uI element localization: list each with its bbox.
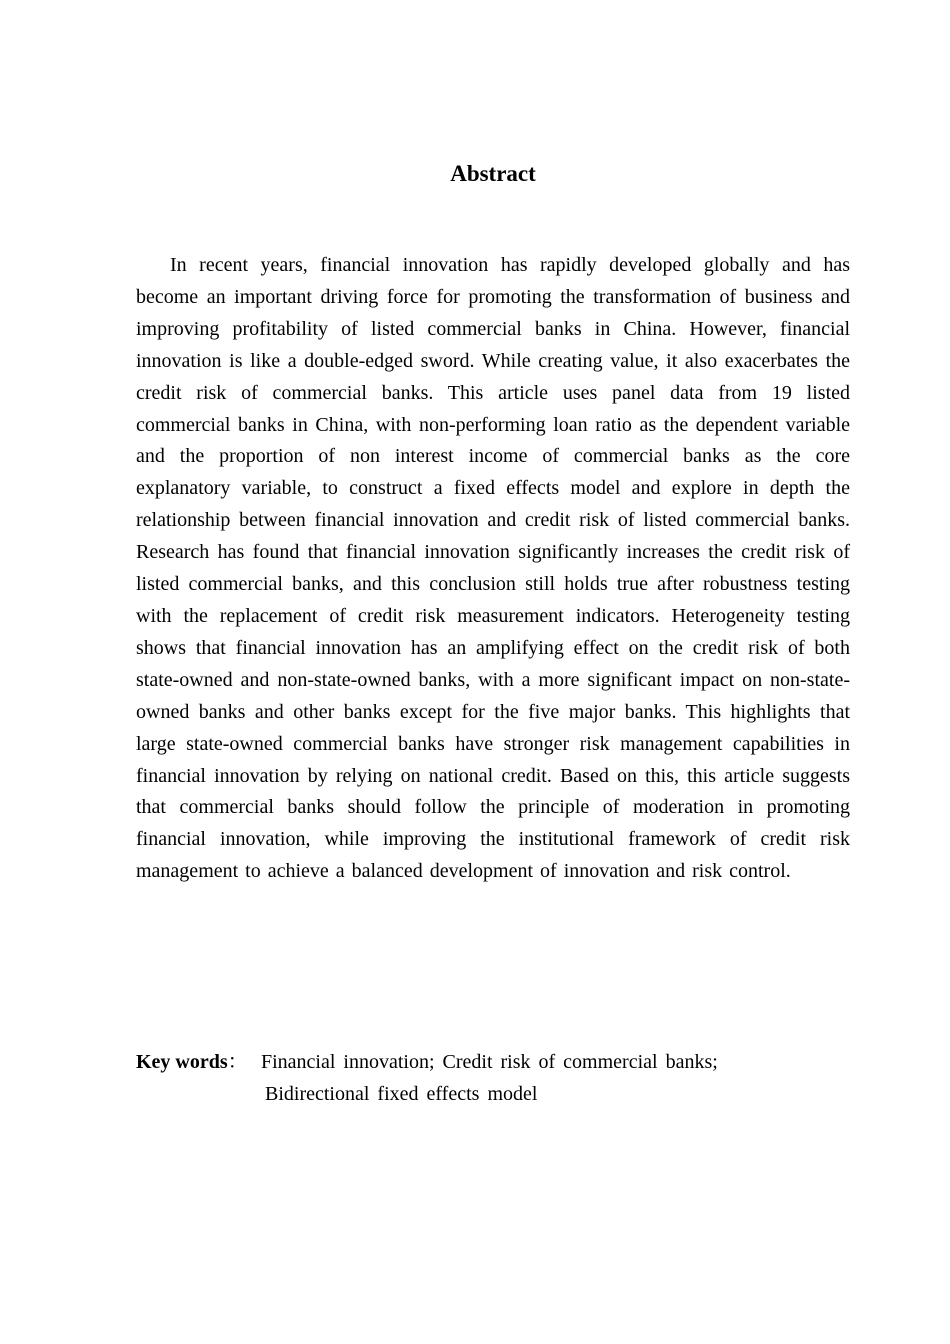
keywords-row-2	[136, 1078, 850, 1110]
keywords-separator: ：	[227, 1051, 248, 1073]
keywords-label-group	[136, 1046, 261, 1078]
keywords-row-1	[136, 1046, 850, 1078]
keywords-line-1: Financial innovation; Credit risk of commercial banks;	[261, 1051, 718, 1073]
abstract-body: In recent years, financial innovation has rapidly developed globally and has become an important driving force for promoting the transformation of business and improving profitability of listed commercial banks in China. However, financial innovation is like a double-edged sword. While creating value, it also exacerbates the credit risk of commercial banks. This article uses panel data from 19 listed commercial banks in China, with non-performing loan ratio as the dependent variable and the proportion of non interest income of commercial banks as the core explanatory variable, to construct a fixed effects model and explore in depth the relationship between financial innovation and credit risk of listed commercial banks. Research has found that financial innovation significantly increases the credit risk of listed commercial banks, and this conclusion still holds true after robustness testing with the replacement of credit risk measurement indicators. Heterogeneity testing shows that financial innovation has an amplifying effect on the credit risk of both state-owned and non-state-owned banks, with a more significant impact on non-state-owned banks and other banks except for the five major banks. This highlights that large state-owned commercial banks have stronger risk management capabilities in financial innovation by relying on national credit. Based on this, this article suggests that commercial banks should follow the principle of moderation in promoting financial innovation, while improving the institutional framework of credit risk management to achieve a balanced development of innovation and risk control.	[136, 254, 850, 883]
keywords-label: Key words	[136, 1051, 228, 1073]
keywords-line-2: Bidirectional fixed effects model	[265, 1083, 538, 1105]
keywords-section	[136, 1046, 850, 1110]
keywords-indent	[136, 1078, 265, 1110]
abstract-title: Abstract	[450, 161, 536, 186]
